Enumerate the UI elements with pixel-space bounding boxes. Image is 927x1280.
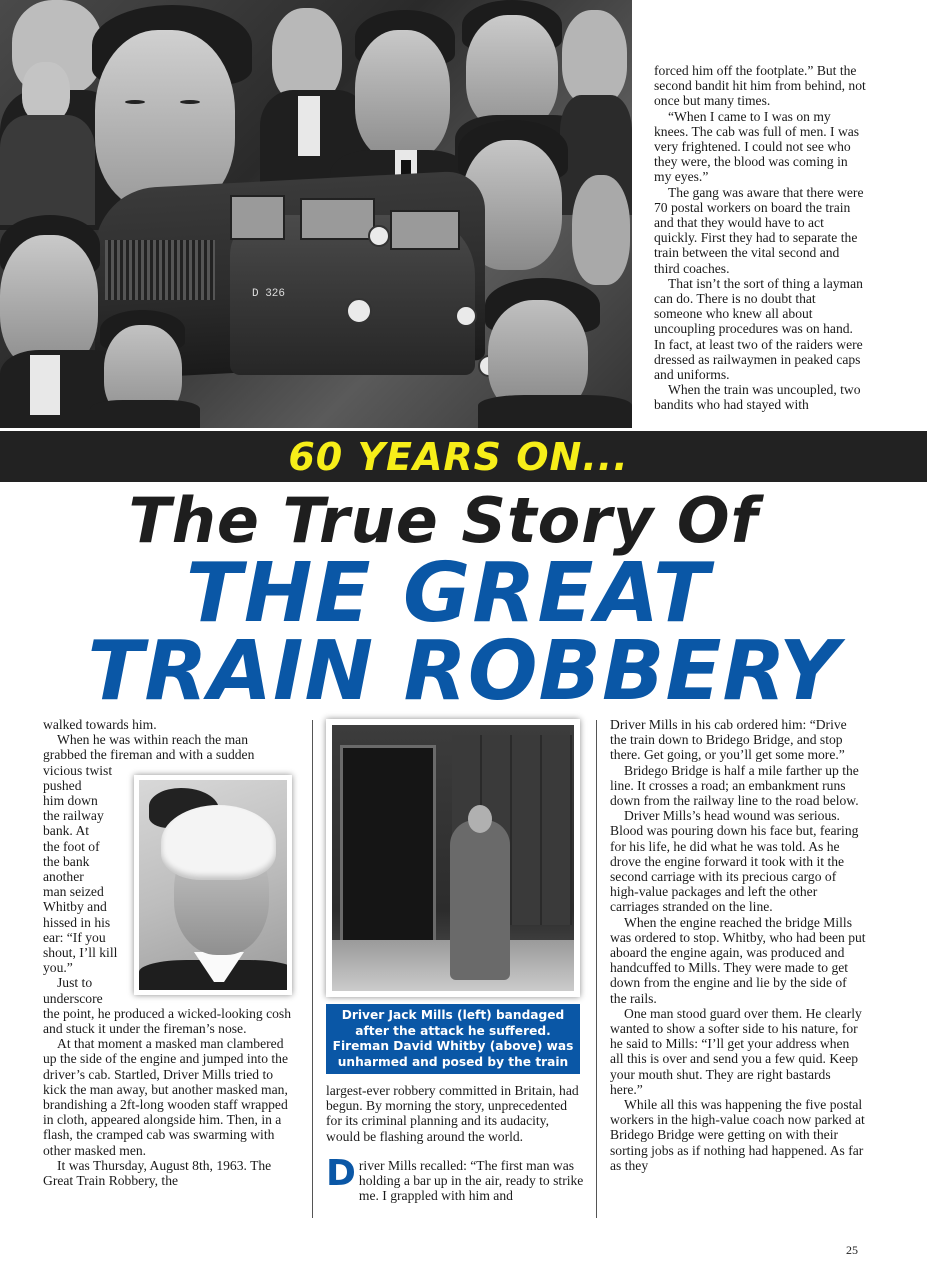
photo-fireman: [450, 820, 510, 980]
article-column-top: [654, 63, 866, 413]
collage-eye: [180, 100, 200, 104]
column-divider: [596, 720, 597, 1218]
column-divider: [312, 720, 313, 1218]
paragraph: Driver Mills in his cab ordered him: “Drive the train down to Bridego Bridge, and stop there. Get going, or you’ll get some more.”: [610, 717, 847, 763]
paragraph: One man stood guard over them. He clearly wanted to show a softer side to his nature, for he said to Mills: “I’ll get your address when all this is over and send you a few quid. Keep your mouth shut. They are right bastards here.”: [610, 1005, 862, 1097]
banner-text: 60 YEARS ON...: [288, 434, 629, 479]
text-line: the foot of: [43, 838, 100, 854]
text-line: Just to: [57, 975, 93, 991]
text-line: him down: [43, 793, 98, 809]
paragraph: Driver Mills’s head wound was serious. Blood was pouring down his face but, fearing for his life, he did what he was told. As he drove the engine forward it took with it the second carriage with its precious cargo of high-value packages and left the other carriages stranded on the line.: [610, 808, 859, 915]
locomotive-window: [300, 198, 375, 240]
text-line: ear: “If you: [43, 929, 106, 945]
dropcap-paragraph: [326, 1152, 586, 1204]
text-line: underscore: [43, 990, 103, 1006]
paragraph: The gang was aware that there were 70 postal workers on board the train and that they would have to act quickly. First they had to separate the train between the vital second and third coaches.: [654, 184, 864, 276]
text-line: shout, I’ll kill: [43, 945, 118, 961]
locomotive-window: [230, 195, 285, 240]
collage-suit: [478, 395, 632, 428]
locomotive-number: D 326: [252, 288, 286, 300]
headline-main-line-2: TRAIN ROBBERY: [87, 624, 840, 719]
photo-carriage-door: [340, 745, 436, 945]
photo-collage: [0, 0, 632, 428]
paragraph: walked towards him.: [43, 717, 157, 732]
dropcap-letter: D: [326, 1152, 356, 1194]
headline-kicker: The True Story Of: [128, 484, 759, 557]
dropcap-paragraph-text: river Mills recalled: “The first man was holding a bar up in the air, ready to strike me. I grappled with him and: [358, 1157, 584, 1204]
collage-face: [22, 62, 70, 122]
collage-face: [572, 175, 630, 285]
collage-suit: [0, 115, 95, 225]
locomotive-lamp: [455, 305, 477, 327]
text-line: the railway: [43, 808, 104, 824]
text-line: you.”: [43, 960, 73, 976]
page-number: 25: [846, 1243, 858, 1257]
paragraph: When the train was uncoupled, two bandits who had stayed with: [654, 382, 861, 413]
paragraph: “When I came to I was on my knees. The cab was full of men. I was very frightened. I could not see who they were, the blood was coming in my eyes.”: [654, 108, 860, 185]
paragraph: forced him off the footplate.” But the second bandit hit him from behind, not once but many times.: [654, 63, 866, 109]
photo-fireman-head: [468, 805, 492, 833]
fireman-whitby-photo: [326, 719, 580, 997]
locomotive-grille: [105, 240, 215, 300]
text-line: pushed: [43, 777, 82, 793]
paragraph: While all this was happening the five postal workers in the high-value coach now parked at Bridego Bridge were getting on with their sorting jobs as if nothing had happened. As far as they: [610, 1097, 865, 1173]
collage-eye: [125, 100, 145, 104]
headline-main-line-1: THE GREAT: [185, 546, 712, 641]
collage-face: [272, 8, 342, 103]
locomotive-lamp: [346, 298, 372, 324]
driver-mills-photo: [134, 775, 292, 995]
text-line: man seized: [43, 884, 104, 900]
caption-text: Driver Jack Mills (left) bandaged after the attack he suffered. Fireman David Whitby (above) was unharmed and posed by the train: [332, 1008, 574, 1069]
photo-caption: [326, 1004, 580, 1074]
paragraph: That isn’t the sort of thing a layman can do. There is no doubt that someone who knew all about uncoupling procedures was on hand. In fact, at least two of the raiders were dressed as railwaymen in peaked caps and uniforms.: [654, 275, 863, 383]
text-line: another: [43, 869, 84, 885]
text-line: Whitby and: [43, 899, 107, 915]
text-line: hissed in his: [43, 914, 111, 930]
locomotive-window: [390, 210, 460, 250]
paragraph: When the engine reached the bridge Mills was ordered to stop. Whitby, who had been put aboard the engine again, was produced and handcuffed to Mills. They were made to get down from the engine and lie by the side of the rails.: [610, 914, 866, 1006]
collage-face: [466, 15, 558, 130]
article-column-3: [610, 717, 866, 1173]
paragraph: When he was within reach the man grabbed the fireman and with a sudden vicious twist: [43, 732, 255, 778]
paragraph: largest-ever robbery committed in Britain, had begun. By morning the story, unprecedented for its criminal planning and its audacity, would be flashing around the world.: [326, 1083, 579, 1144]
paragraph: Bridego Bridge is half a mile farther up the line. It crosses a road; an embankment runs down from the railway line to the road below.: [610, 762, 859, 809]
paragraph: At that moment a masked man clambered up the side of the engine and jumped into the driver’s cab. Startled, Driver Mills tried to kick the man away, but another masked man, brandishing a 2ft-long wooden staff wrapped in cloth, appeared alongside him. Then, in a flash, the cramped cab was swarming with other masked men.: [43, 1036, 289, 1158]
collage-collar: [30, 355, 60, 415]
paragraph: the point, he produced a wicked-looking cosh and stuck it under the fireman’s nose.: [43, 1005, 292, 1037]
collage-suit: [90, 400, 200, 428]
text-line: the bank: [43, 853, 90, 869]
locomotive-lamp: [368, 225, 390, 247]
photo-bandage: [161, 805, 276, 880]
collage-face: [355, 30, 450, 160]
paragraph: It was Thursday, August 8th, 1963. The Great Train Robbery, the: [43, 1157, 272, 1189]
collage-collar: [298, 96, 320, 156]
banner: [0, 431, 927, 482]
article-column-2: [326, 1083, 586, 1203]
collage-face: [562, 10, 627, 105]
text-line: bank. At: [43, 823, 90, 839]
